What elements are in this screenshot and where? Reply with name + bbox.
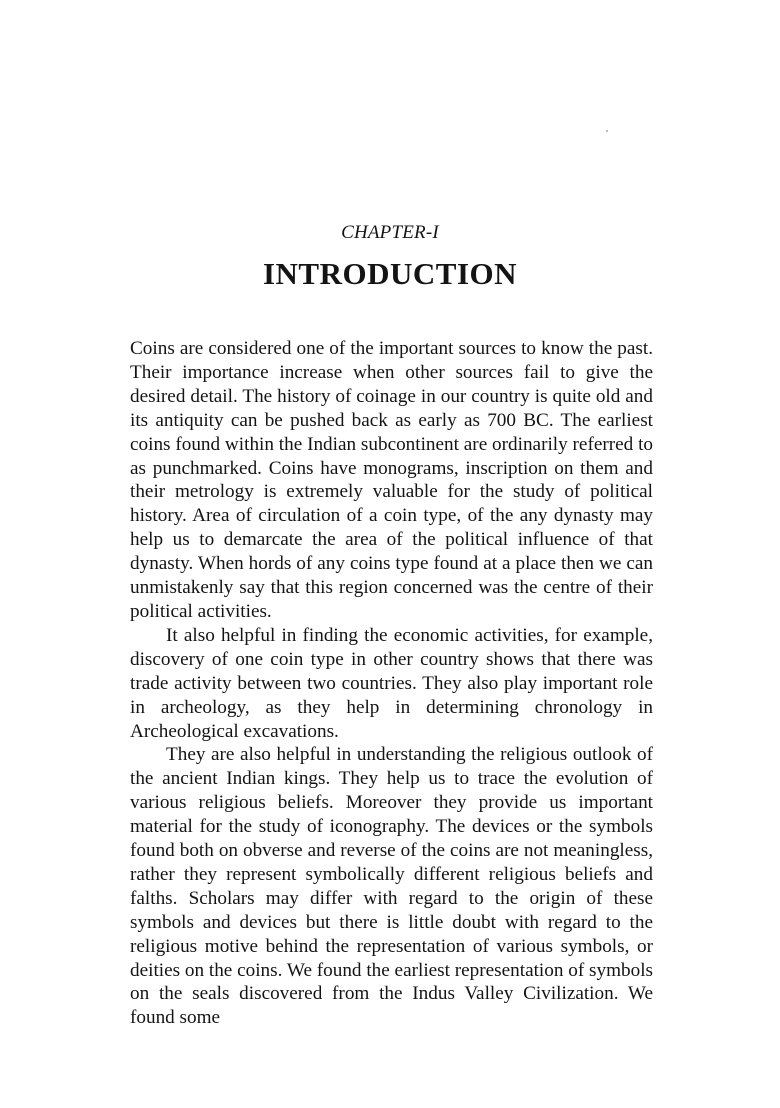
paragraph-3: They are also helpful in understanding the religious outlook of the ancient Indian kings. They help us to trace the evolution of various religious beliefs. Moreover they provide us important material for the study of iconography. The devices or the symbols found both on obverse and reverse of the coins are not meaningless, rather they represent symbolically different religious beliefs and falths. Scholars may differ with regard to the origin of these symbols and devices but there is little doubt with regard to the religious motive behind the representation of various symbols, or deities on the coins. We found the earliest representation of symbols on the seals discovered from the Indus Valley Civilization. We found some [130, 744, 653, 1029]
body-text [130, 337, 653, 1030]
paragraph-1: Coins are considered one of the important sources to know the past. Their importance increase when other sources fail to give the desired detail. The history of coinage in our country is quite old and its antiquity can be pushed back as early as 700 BC. The earliest coins found within the Indian subcontinent are ordinarily referred to as punchmarked. Coins have monograms, inscription on them and their metrology is extremely valuable for the study of political history. Area of circulation of a coin type, of the any dynasty may help us to demarcate the area of the political influence of that dynasty. When hords of any coins type found at a place then we can unmistakenly say that this region concerned was the centre of their political activities. [130, 338, 653, 622]
scan-speck [606, 130, 608, 132]
paragraph-2: It also helpful in finding the economic activities, for example, discovery of one coin type in other country shows that there was trade activity between two countries. They also play important role in archeology, as they help in determining chronology in Archeological excavations. [130, 624, 653, 742]
chapter-title: INTRODUCTION [262, 256, 518, 291]
chapter-label: CHAPTER-I [341, 222, 439, 243]
